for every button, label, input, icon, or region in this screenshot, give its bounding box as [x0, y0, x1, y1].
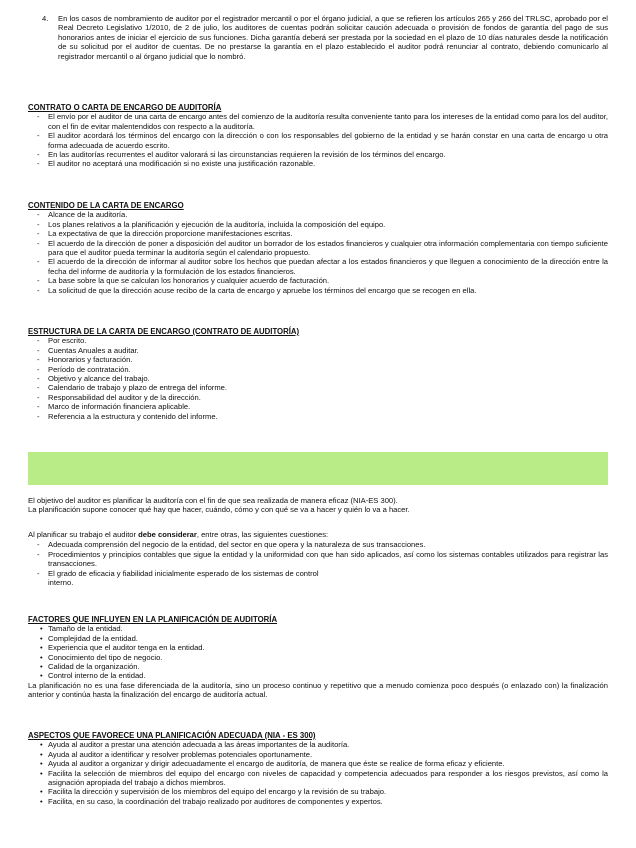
- list-item: • Tamaño de la entidad.: [28, 624, 608, 633]
- list-item: - Marco de información financiera aplicable.: [28, 402, 608, 411]
- section-heading-factores: FACTORES QUE INFLUYEN EN LA PLANIFICACIÓN DE AUDITORÍA: [28, 615, 278, 624]
- factores-list: [28, 624, 608, 680]
- estructura-list: [28, 336, 608, 421]
- list-item: - La base sobre la que se calculan los honorarios y cualquier acuerdo de facturación.: [28, 276, 608, 285]
- list-item: • Experiencia que el auditor tenga en la entidad.: [28, 643, 608, 652]
- list-item: - Calendario de trabajo y plazo de entrega del informe.: [28, 383, 608, 392]
- section-estructura: [28, 327, 608, 421]
- item-number: 4.: [42, 14, 49, 23]
- list-item: • Control interno de la entidad.: [28, 671, 608, 680]
- list-item: - El acuerdo de la dirección de poner a disposición del auditor un borrador de los estados financieros y cualquier otra información complementaria con tiempo suficiente para que el auditor pueda terminar la auditoría según el calendario propuesto.: [28, 239, 608, 258]
- section-heading-contenido: CONTENIDO DE LA CARTA DE ENCARGO: [28, 201, 184, 210]
- highlight-band: [28, 452, 608, 485]
- list-item: - Honorarios y facturación.: [28, 355, 608, 364]
- list-item: - El auditor no aceptará una modificación si no existe una justificación razonable.: [28, 159, 608, 168]
- objetivo-line-2: La planificación supone conocer qué hay que hacer, cuándo, cómo y con qué se va a hacer y quién lo va a hacer.: [28, 505, 410, 515]
- list-item: - Los planes relativos a la planificación y ejecución de la auditoría, incluida la composición del equipo.: [28, 220, 608, 229]
- section-contrato: [28, 103, 608, 169]
- list-item: - El grado de eficacia y fiabilidad inicialmente esperado de los sistemas de control interno.: [28, 569, 608, 588]
- list-item: • Facilita, en su caso, la coordinación del trabajo realizado por auditores de componentes y expertos.: [28, 797, 608, 806]
- list-item: • Ayuda al auditor a identificar y resolver problemas potenciales oportunamente.: [28, 750, 608, 759]
- list-item: • Facilita la selección de miembros del equipo del encargo con niveles de capacidad y competencia adecuados para responder a los riesgos previstos, así como la asignación apropiada del trabajo a dichos miembros.: [28, 769, 608, 788]
- list-item: - La solicitud de que la dirección acuse recibo de la carta de encargo y apruebe los términos del encargo que se recogen en ella.: [28, 286, 608, 295]
- list-item: • Calidad de la organización.: [28, 662, 608, 671]
- list-item: - El envío por el auditor de una carta de encargo antes del comienzo de la auditoría resulta conveniente tanto para los intereses de la entidad como para los del auditor, con el fin de evitar malentendidos con respecto a la auditoría.: [28, 112, 608, 131]
- list-item: • Complejidad de la entidad.: [28, 634, 608, 643]
- contrato-list: [28, 112, 608, 168]
- section-aspectos: [28, 731, 608, 806]
- list-item: - Referencia a la estructura y contenido del informe.: [28, 412, 608, 421]
- list-item: - Adecuada comprensión del negocio de la entidad, del sector en que opera y la naturaleza de sus transacciones.: [28, 540, 608, 549]
- numbered-item-4: [40, 14, 608, 61]
- contenido-list: [28, 210, 608, 295]
- list-item: • Conocimiento del tipo de negocio.: [28, 653, 608, 662]
- list-item: - En las auditorías recurrentes el auditor valorará si las circunstancias requieren la revisión de los términos del encargo.: [28, 150, 608, 159]
- list-item: - Procedimientos y principios contables que sigue la entidad y la uniformidad con que han sido aplicados, así como los sistemas contables utilizados para registrar las transacciones.: [28, 550, 608, 569]
- list-item: • Ayuda al auditor a prestar una atención adecuada a las áreas importantes de la auditoría.: [28, 740, 608, 749]
- list-item: - El acuerdo de la dirección de informar al auditor sobre los hechos que puedan afectar a los estados financieros y que lleguen a conocimiento de la dirección entre la fecha del informe de auditoría y la formulación de los estados financieros.: [28, 257, 608, 276]
- section-contenido: [28, 201, 608, 295]
- section-objetivo: [28, 496, 608, 515]
- intro-bold-text: debe considerar: [138, 530, 197, 539]
- section-heading-contrato: CONTRATO O CARTA DE ENCARGO DE AUDITORÍA: [28, 103, 222, 112]
- objetivo-line-1: El objetivo del auditor es planificar la auditoría con el fin de que sea realizada de manera eficaz (NIA-ES 300).: [28, 496, 398, 505]
- section-heading-estructura: ESTRUCTURA DE LA CARTA DE ENCARGO (CONTRATO DE AUDITORÍA): [28, 327, 300, 336]
- intro-text: Al planificar su trabajo el auditor: [28, 530, 139, 539]
- list-item: - Cuentas Anuales a auditar.: [28, 346, 608, 355]
- list-item: • Ayuda al auditor a organizar y dirigir adecuadamente el encargo de auditoría, de manera que éste se realice de forma eficaz y eficiente.: [28, 759, 608, 768]
- list-item: - Alcance de la auditoría.: [28, 210, 608, 219]
- aspectos-list: [28, 740, 608, 806]
- planificar-list: [28, 540, 608, 587]
- list-item: - Período de contratación.: [28, 365, 608, 374]
- factores-paragraph: La planificación no es una fase diferenciada de la auditoría, sino un proceso continuo y repetitivo que a menudo comienza poco después (o enlazado con) la finalización anterior y continúa hasta la finalización del encargo de auditoría actual.: [28, 680, 608, 700]
- section-planificar: [28, 530, 608, 587]
- list-item: - Por escrito.: [28, 336, 608, 345]
- list-item: - Objetivo y alcance del trabajo.: [28, 374, 608, 383]
- intro-text-end: , entre otras, las siguientes cuestiones:: [196, 530, 329, 539]
- planificar-intro: [28, 530, 608, 539]
- section-heading-aspectos: ASPECTOS QUE FAVORECE UNA PLANIFICACIÓN ADECUADA (NIA - ES 300): [28, 731, 316, 740]
- list-item: - Responsabilidad del auditor y de la dirección.: [28, 393, 608, 402]
- section-factores: [28, 615, 608, 700]
- list-item: • Facilita la dirección y supervisión de los miembros del equipo del encargo y la revisión de su trabajo.: [28, 787, 608, 796]
- list-item: - El auditor acordará los términos del encargo con la dirección o con los responsables del gobierno de la entidad y se harán constar en una carta de encargo u otra forma adecuada de acuerdo escrito.: [28, 131, 608, 150]
- item-4-text: En los casos de nombramiento de auditor por el registrador mercantil o por el órgano judicial, a que se refieren los artículos 265 y 266 del TRLSC, aprobado por el Real Decreto Legislativo 1/2010, de 2 de julio, los auditores de cuentas podrán solicitar caución adecuada o provisión de fondos de garantía del pago de sus honorarios antes de iniciar el ejercicio de sus funciones. Dicha garantía deberá ser prestada por la sociedad en el plazo de 10 días naturales desde la notificación de su solicitud por el auditor de cuentas. De no prestarse la garantía en el plazo establecido el auditor podrá renunciar al contrato, debiendo comunicarlo al registrador mercantil o al órgano judicial que lo nombró.: [58, 14, 608, 61]
- list-item: - La expectativa de que la dirección proporcione manifestaciones escritas.: [28, 229, 608, 238]
